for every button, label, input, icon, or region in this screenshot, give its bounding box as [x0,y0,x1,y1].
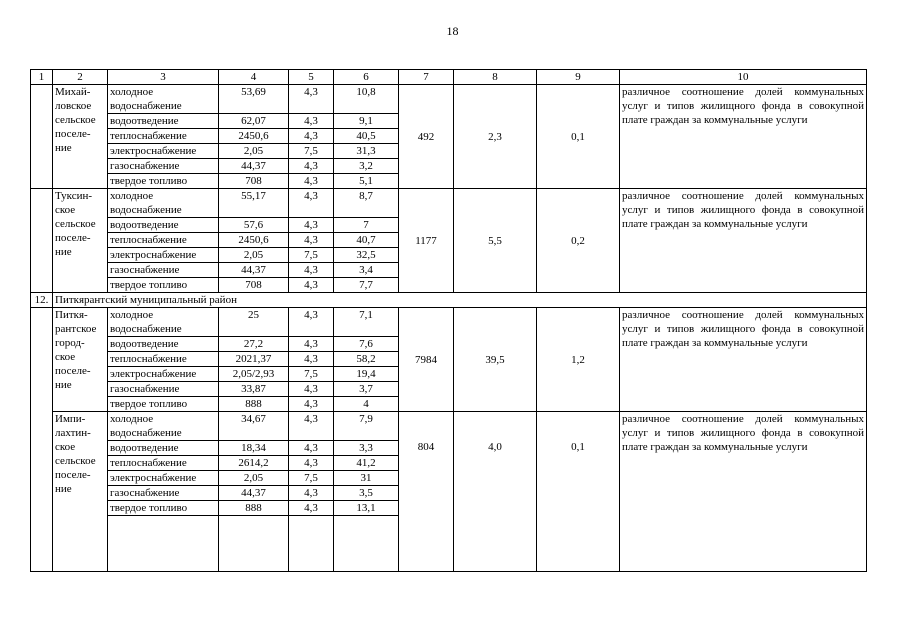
col-header: 3 [108,70,219,85]
service-name: холодное водоснабжение [108,308,219,337]
cell-col5: 7,5 [289,248,334,263]
service-name: газоснабжение [108,486,219,501]
cell-col6: 32,5 [334,248,399,263]
cell-col5: 4,3 [289,129,334,144]
cell-col4: 33,87 [219,382,289,397]
empty-cell [289,516,334,572]
cell-col5: 4,3 [289,397,334,412]
service-name: водоотведение [108,218,219,233]
cell-col5: 7,5 [289,144,334,159]
cell-col4: 708 [219,278,289,293]
cell-col5: 4,3 [289,412,334,441]
service-name: холодное водоснабжение [108,412,219,441]
cell-col6: 3,2 [334,159,399,174]
cell-col4: 57,6 [219,218,289,233]
cell-col6: 9,1 [334,114,399,129]
cell-col5: 4,3 [289,456,334,471]
cell-col4: 2,05 [219,248,289,263]
cell-col6: 7,9 [334,412,399,441]
cell-col6: 31 [334,471,399,486]
col-header: 6 [334,70,399,85]
settlement-name: Импи- лахтин- ское сельское поселе- ние [53,412,108,572]
cell-col6: 3,3 [334,441,399,456]
cell-col5: 7,5 [289,367,334,382]
col-header: 8 [454,70,537,85]
settlement-name: Михай- ловское сельское поселе- ние [53,85,108,189]
cell-col9: 0,2 [537,189,620,293]
service-name: теплоснабжение [108,233,219,248]
table-row [31,308,867,337]
cell-col4: 44,37 [219,159,289,174]
empty-cell [219,516,289,572]
service-name: теплоснабжение [108,129,219,144]
row-number [31,85,53,189]
cell-col9: 1,2 [537,308,620,412]
cell-col8: 39,5 [454,308,537,412]
cell-col6: 3,4 [334,263,399,278]
cell-col9: 0,1 [537,412,620,572]
cell-col6: 40,5 [334,129,399,144]
cell-col8: 5,5 [454,189,537,293]
service-name: газоснабжение [108,159,219,174]
cell-col7: 7984 [399,308,454,412]
cell-col4: 2614,2 [219,456,289,471]
empty-cell [334,516,399,572]
cell-col4: 888 [219,501,289,516]
page-number: 18 [446,24,459,38]
cell-col4: 25 [219,308,289,337]
cell-col7: 1177 [399,189,454,293]
cell-col6: 31,3 [334,144,399,159]
cell-col4: 44,37 [219,486,289,501]
service-name: водоотведение [108,337,219,352]
cell-col5: 4,3 [289,263,334,278]
cell-col8: 2,3 [454,85,537,189]
tariff-table [30,69,867,572]
service-name: теплоснабжение [108,456,219,471]
service-name: твердое топливо [108,501,219,516]
table-row [31,85,867,114]
service-name: твердое топливо [108,278,219,293]
empty-cell [108,516,219,572]
service-name: электроснабжение [108,367,219,382]
cell-col4: 2450,6 [219,233,289,248]
service-name: газоснабжение [108,382,219,397]
cell-col4: 62,07 [219,114,289,129]
cell-col6: 41,2 [334,456,399,471]
col-header: 2 [53,70,108,85]
table-row [31,412,867,441]
cell-col6: 40,7 [334,233,399,248]
cell-col6: 58,2 [334,352,399,367]
cell-col4: 888 [219,397,289,412]
service-name: холодное водоснабжение [108,189,219,218]
note-text: различное соотношение долей коммунальных услуг и типов жилищного фонда в совокупной плате граждан за коммунальные услуги [620,85,867,189]
cell-col5: 4,3 [289,441,334,456]
note-text: различное соотношение долей коммунальных услуг и типов жилищного фонда в совокупной плате граждан за коммунальные услуги [620,412,867,572]
cell-col5: 4,3 [289,486,334,501]
row-number [31,308,53,572]
cell-col6: 10,8 [334,85,399,114]
service-name: водоотведение [108,441,219,456]
cell-col4: 18,34 [219,441,289,456]
cell-col6: 13,1 [334,501,399,516]
cell-col5: 4,3 [289,114,334,129]
cell-col6: 7 [334,218,399,233]
header-row [31,70,867,85]
cell-col6: 7,6 [334,337,399,352]
row-number [31,189,53,293]
service-name: твердое топливо [108,174,219,189]
col-header: 1 [31,70,53,85]
cell-col5: 7,5 [289,471,334,486]
cell-col5: 4,3 [289,85,334,114]
cell-col8: 4,0 [454,412,537,572]
cell-col6: 4 [334,397,399,412]
cell-col4: 2450,6 [219,129,289,144]
settlement-name: Туксин- ское сельское поселе- ние [53,189,108,293]
service-name: электроснабжение [108,471,219,486]
cell-col4: 708 [219,174,289,189]
cell-col5: 4,3 [289,189,334,218]
cell-col4: 2,05 [219,471,289,486]
cell-col5: 4,3 [289,308,334,337]
section-row [31,293,867,308]
cell-col5: 4,3 [289,382,334,397]
cell-col5: 4,3 [289,337,334,352]
cell-col4: 27,2 [219,337,289,352]
service-name: водоотведение [108,114,219,129]
note-text: различное соотношение долей коммунальных услуг и типов жилищного фонда в совокупной плате граждан за коммунальные услуги [620,189,867,293]
col-header: 10 [620,70,867,85]
service-name: газоснабжение [108,263,219,278]
cell-col5: 4,3 [289,501,334,516]
service-name: электроснабжение [108,248,219,263]
cell-col4: 2,05/2,93 [219,367,289,382]
cell-col6: 19,4 [334,367,399,382]
col-header: 7 [399,70,454,85]
cell-col4: 2021,37 [219,352,289,367]
col-header: 9 [537,70,620,85]
settlement-name: Питкя- рантское город- ское поселе- ние [53,308,108,412]
cell-col6: 3,7 [334,382,399,397]
cell-col4: 44,37 [219,263,289,278]
cell-col5: 4,3 [289,159,334,174]
cell-col6: 8,7 [334,189,399,218]
cell-col6: 5,1 [334,174,399,189]
cell-col7: 804 [399,412,454,572]
cell-col4: 2,05 [219,144,289,159]
service-name: холодное водоснабжение [108,85,219,114]
col-header: 4 [219,70,289,85]
cell-col6: 7,7 [334,278,399,293]
cell-col6: 3,5 [334,486,399,501]
table-row [31,189,867,218]
service-name: электроснабжение [108,144,219,159]
cell-col9: 0,1 [537,85,620,189]
cell-col7: 492 [399,85,454,189]
cell-col5: 4,3 [289,174,334,189]
cell-col5: 4,3 [289,218,334,233]
section-number: 12. [31,293,53,308]
service-name: твердое топливо [108,397,219,412]
service-name: теплоснабжение [108,352,219,367]
cell-col5: 4,3 [289,233,334,248]
col-header: 5 [289,70,334,85]
note-text: различное соотношение долей коммунальных услуг и типов жилищного фонда в совокупной плате граждан за коммунальные услуги [620,308,867,412]
cell-col5: 4,3 [289,352,334,367]
section-title: Питкярантский муниципальный район [53,293,867,308]
cell-col4: 53,69 [219,85,289,114]
cell-col4: 34,67 [219,412,289,441]
cell-col4: 55,17 [219,189,289,218]
cell-col6: 7,1 [334,308,399,337]
cell-col5: 4,3 [289,278,334,293]
